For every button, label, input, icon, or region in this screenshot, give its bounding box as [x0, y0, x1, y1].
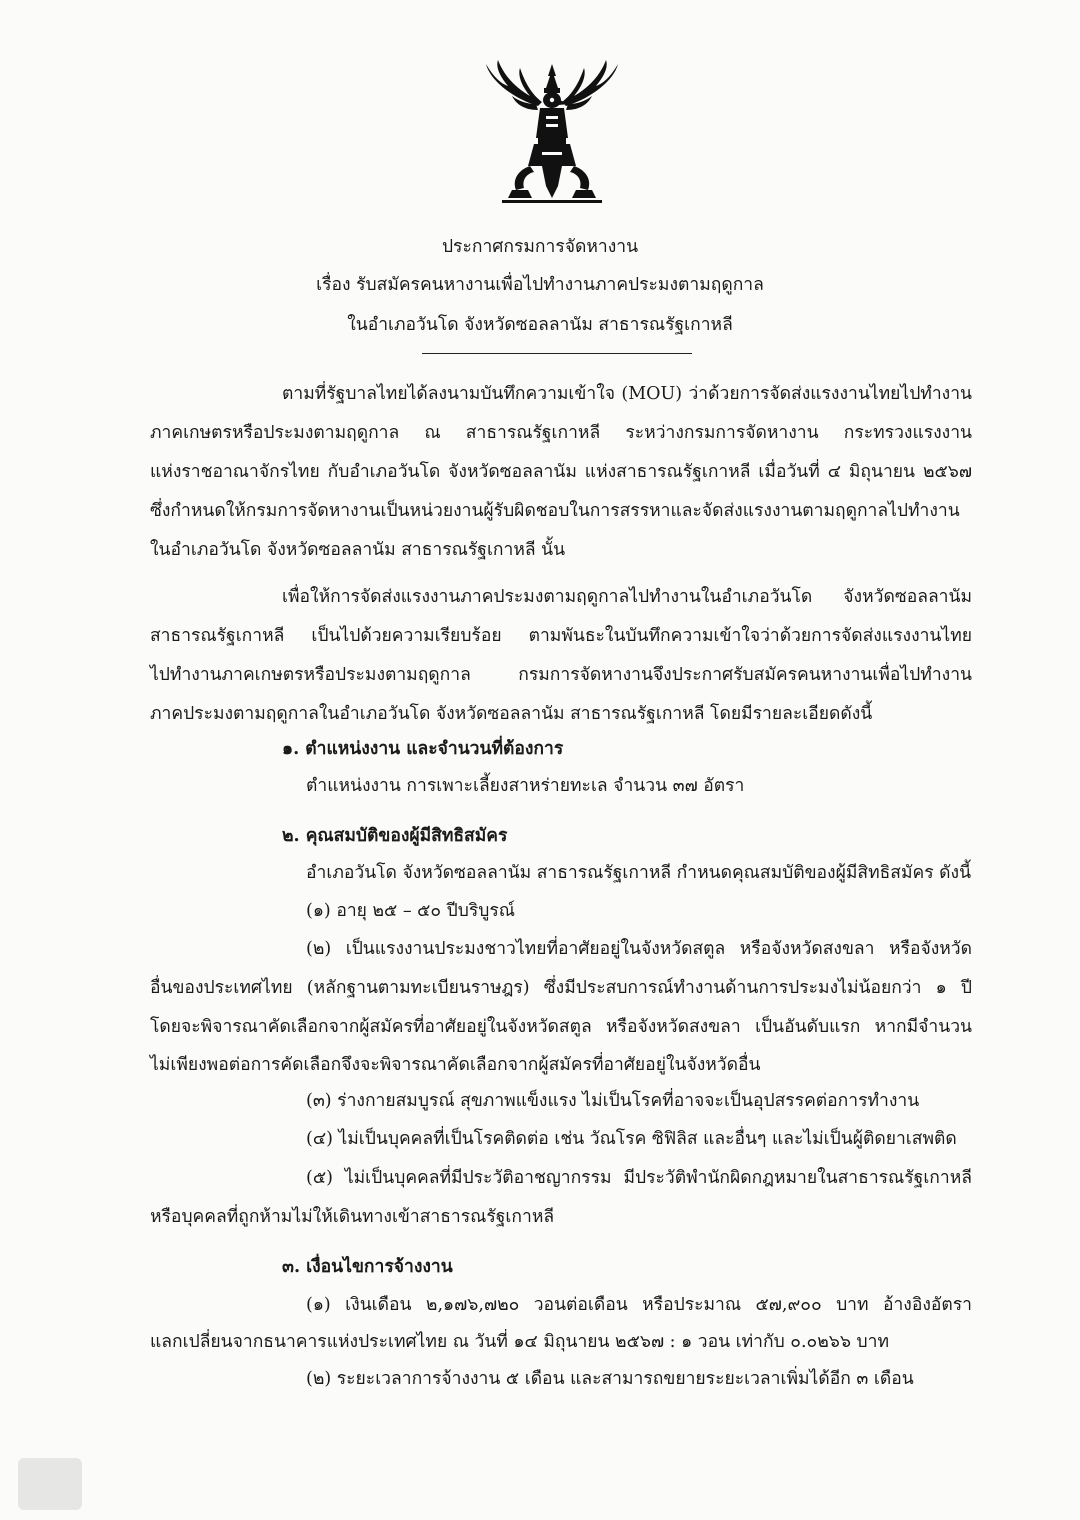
purpose-line: ไปทำงานภาคเกษตรหรือประมงตามฤดูกาล กรมการจัดหางานจึงประกาศรับสมัครคนหางานเพื่อไปทำงาน [150, 665, 972, 685]
purpose-line: เพื่อให้การจัดส่งแรงงานภาคประมงตามฤดูกาลไปทำงานในอำเภอวันโด จังหวัดซอลลานัม [282, 587, 972, 607]
condition-line: (๑) เงินเดือน ๒,๑๗๖,๗๒๐ วอนต่อเดือน หรือประมาณ ๕๗,๙๐๐ บาท อ้างอิงอัตรา [306, 1295, 972, 1315]
scan-corner-mark [18, 1458, 82, 1510]
qualification-line: อื่นของประเทศไทย (หลักฐานตามทะเบียนราษฎร) ซึ่งมีประสบการณ์ทำงานด้านการประมงไม่น้อยกว่า ๑ ปี [150, 978, 972, 998]
qualification-item-4: (๔) ไม่เป็นบุคคลที่เป็นโรคติดต่อ เช่น วัณโรค ซิฟิลิส และอื่นๆ และไม่เป็นผู้ติดยาเสพติด [306, 1129, 957, 1149]
section-2-intro: อำเภอวันโด จังหวัดซอลลานัม สาธารณรัฐเกาหลี กำหนดคุณสมบัติของผู้มีสิทธิสมัคร ดังนี้ [306, 863, 972, 883]
purpose-line: ภาคประมงตามฤดูกาลในอำเภอวันโด จังหวัดซอลลานัม สาธารณรัฐเกาหลี โดยมีรายละเอียดดังนี้ [150, 704, 873, 724]
section-1-body: ตำแหน่งงาน การเพาะเลี้ยงสาหร่ายทะเล จำนวน ๓๗ อัตรา [306, 776, 745, 796]
qualification-line: (๕) ไม่เป็นบุคคลที่มีประวัติอาชญากรรม มีประวัติพำนักผิดกฎหมายในสาธารณรัฐเกาหลี [306, 1168, 972, 1188]
purpose-line: สาธารณรัฐเกาหลี เป็นไปด้วยความเรียบร้อย ตามพันธะในบันทึกความเข้าใจว่าด้วยการจัดส่งแรงงานไทย [150, 626, 972, 646]
announcement-title: ประกาศกรมการจัดหางาน [441, 237, 639, 257]
announcement-location: ในอำเภอวันโด จังหวัดซอลลานัม สาธารณรัฐเกาหลี [347, 315, 733, 335]
qualification-line: ไม่เพียงพอต่อการคัดเลือกจึงจะพิจารณาคัดเลือกจากผู้สมัครที่อาศัยอยู่ในจังหวัดอื่น [150, 1055, 761, 1075]
title-divider [422, 353, 692, 354]
announcement-subject: เรื่อง รับสมัครคนหางานเพื่อไปทำงานภาคประมงตามฤดูกาล [316, 275, 764, 295]
intro-line: ตามที่รัฐบาลไทยได้ลงนามบันทึกความเข้าใจ (MOU) ว่าด้วยการจัดส่งแรงงานไทยไปทำงาน [282, 384, 972, 404]
section-3-title: ๓. เงื่อนไขการจ้างงาน [282, 1257, 453, 1277]
intro-line: ในอำเภอวันโด จังหวัดซอลลานัม สาธารณรัฐเกาหลี นั้น [150, 540, 566, 560]
qualification-line: หรือบุคคลที่ถูกห้ามไม่ให้เดินทางเข้าสาธารณรัฐเกาหลี [150, 1207, 555, 1227]
intro-line: ซึ่งกำหนดให้กรมการจัดหางานเป็นหน่วยงานผู้รับผิดชอบในการสรรหาและจัดส่งแรงงานตามฤดูกาลไปทำงาน [150, 501, 960, 521]
section-2-title: ๒. คุณสมบัติของผู้มีสิทธิสมัคร [282, 826, 508, 846]
qualification-item-3: (๓) ร่างกายสมบูรณ์ สุขภาพแข็งแรง ไม่เป็นโรคที่อาจจะเป็นอุปสรรคต่อการทำงาน [306, 1091, 920, 1111]
intro-line: แห่งราชอาณาจักรไทย กับอำเภอวันโด จังหวัดซอลลานัม แห่งสาธารณรัฐเกาหลี เมื่อวันที่ ๔ มิถุนายน ๒๕๖๗ [150, 462, 972, 482]
qualification-line: โดยจะพิจารณาคัดเลือกจากผู้สมัครที่อาศัยอยู่ในจังหวัดสตูล หรือจังหวัดสงขลา เป็นอันดับแรก หากมีจำนวน [150, 1017, 972, 1037]
condition-item-2: (๒) ระยะเวลาการจ้างงาน ๕ เดือน และสามารถขยายระยะเวลาเพิ่มได้อีก ๓ เดือน [306, 1369, 914, 1389]
intro-line: ภาคเกษตรหรือประมงตามฤดูกาล ณ สาธารณรัฐเกาหลี ระหว่างกรมการจัดหางาน กระทรวงแรงงาน [150, 423, 972, 443]
qualification-line: (๒) เป็นแรงงานประมงชาวไทยที่อาศัยอยู่ในจังหวัดสตูล หรือจังหวัดสงขลา หรือจังหวัด [306, 939, 972, 959]
condition-line: แลกเปลี่ยนจากธนาคารแห่งประเทศไทย ณ วันที่ ๑๔ มิถุนายน ๒๕๖๗ : ๑ วอน เท่ากับ ๐.๐๒๖๖ บาท [150, 1332, 889, 1352]
section-1-title: ๑. ตำแหน่งงาน และจำนวนที่ต้องการ [282, 739, 564, 759]
garuda-emblem-icon [472, 58, 632, 206]
qualification-item-1: (๑) อายุ ๒๕ – ๕๐ ปีบริบูรณ์ [306, 901, 515, 921]
